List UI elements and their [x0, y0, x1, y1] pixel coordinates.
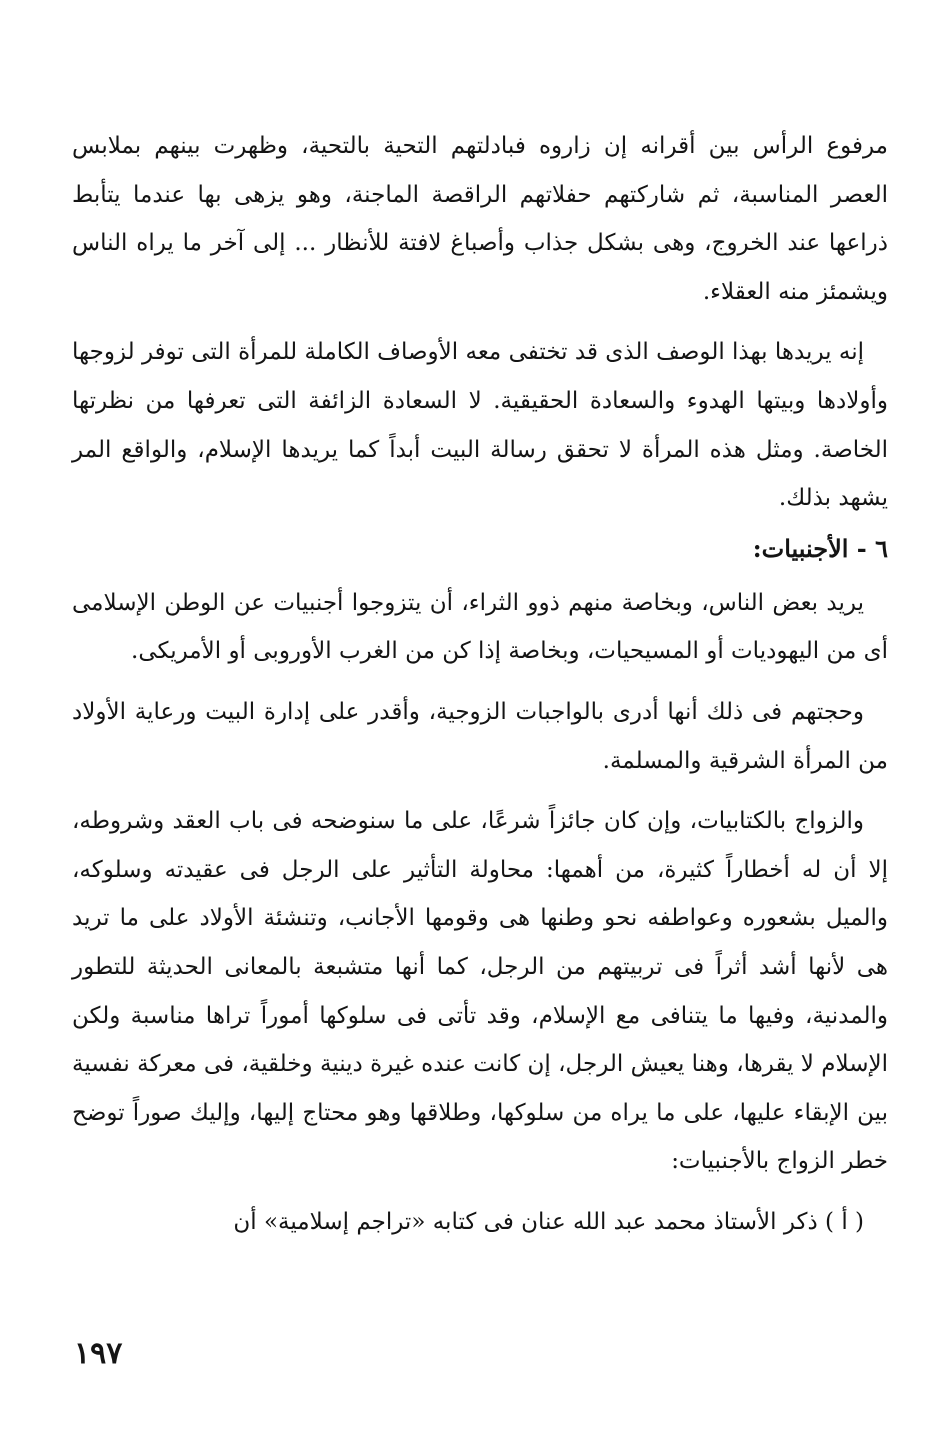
page-number: ١٩٧ [74, 1336, 123, 1371]
paragraph-2: إنه يريدها بهذا الوصف الذى قد تختفى معه الأوصاف الكاملة للمرأة التى توفر لزوجها وأولادها وبيتها الهدوء والسعادة الحقيقية. لا السعادة الزائفة التى تعرفها من نظرتها الخاصة. ومثل هذه المرأة لا تحقق رسالة البيت أبداً كما يريدها الإسلام، والواقع المر يشهد بذلك. [72, 339, 888, 512]
paragraph-1: مرفوع الرأس بين أقرانه إن زاروه فبادلتهم التحية بالتحية، وظهرت بينهم بملابس العصر المناسبة، ثم شاركتهم حفلاتهم الراقصة الماجنة، وهو يزهى بها عندما يتأبط ذراعها عند الخروج، وهى بشكل جذاب وأصباغ لافتة للأنظار ... إلى آخر ما يراه الناس ويشمئز منه العقلاء. [72, 133, 888, 305]
paragraph-6: ( أ ) ذكر الأستاذ محمد عبد الله عنان فى كتابه «تراجم إسلامية» أن [233, 1208, 864, 1235]
page-text [72, 122, 888, 1246]
paragraph-4: وحجتهم فى ذلك أنها أدرى بالواجبات الزوجية، وأقدر على إدارة البيت ورعاية الأولاد من المرأة الشرقية والمسلمة. [72, 698, 888, 774]
paragraph-5: والزواج بالكتابيات، وإن كان جائزاً شرعًا، على ما سنوضحه فى باب العقد وشروطه، إلا أن له أخطاراً كثيرة، من أهمها: محاولة التأثير على الرجل فى عقيدته وسلوكه، والميل بشعوره وعواطفه نحو وطنها هى وقومها الأجانب، وتنشئة الأولاد على ما تريد هى لأنها أشد أثراً فى تربيتهم من الرجل، كما أنها متشبعة بالمعانى الحديثة للتطور والمدنية، وفيها ما يتنافى مع الإسلام، وقد تأتى فى سلوكها أموراً تراها مناسبة ولكن الإسلام لا يقرها، وهنا يعيش الرجل، إن كانت عنده غيرة دينية وخلقية، فى معركة نفسية بين الإبقاء عليها، على ما يراه من سلوكها، وطلاقها وهو محتاج إليها، وإليك صوراً توضح خطر الزواج بالأجنبيات: [72, 808, 888, 1175]
paragraph-3: يريد بعض الناس، وبخاصة منهم ذوو الثراء، أن يتزوجوا أجنبيات عن الوطن الإسلامى أى من اليهوديات أو المسيحيات، وبخاصة إذا كن من الغرب الأوروبى أو الأمريكى. [72, 589, 888, 665]
section-heading: ٦ - الأجنبيات: [752, 533, 888, 563]
